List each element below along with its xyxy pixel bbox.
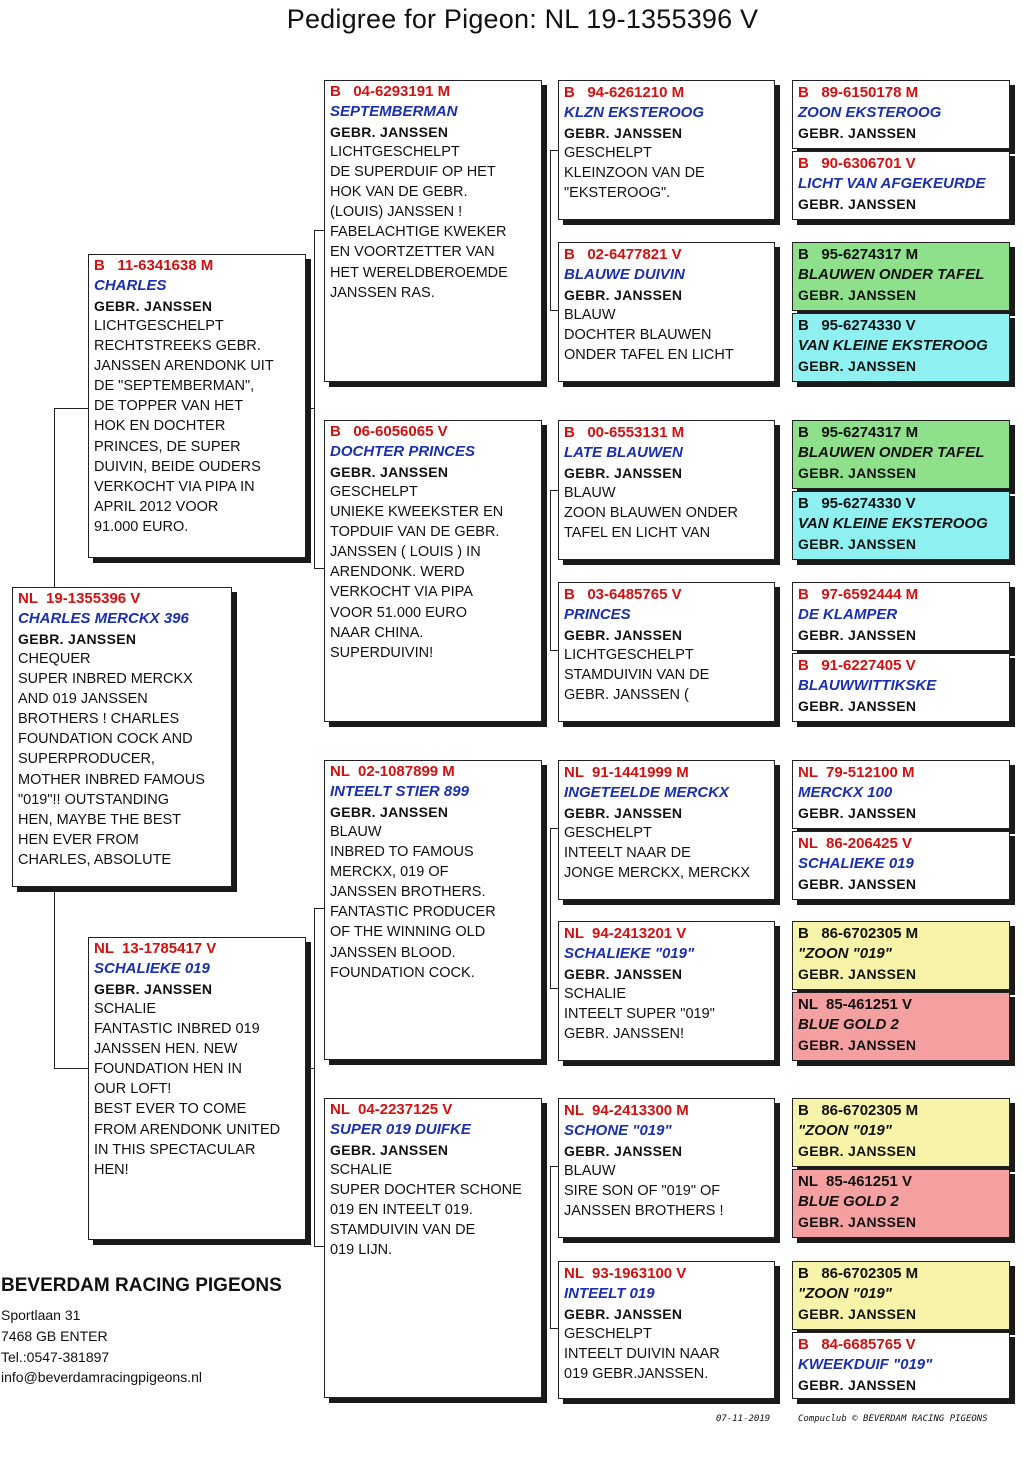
description-line: RECHTSTREEKS GEBR. (94, 338, 261, 355)
description-line: FOUNDATION COCK AND (18, 731, 193, 748)
connector-line (550, 150, 558, 151)
connector-line (550, 490, 551, 650)
connector-line (550, 1166, 558, 1167)
description-line: 91.000 EURO. (94, 518, 189, 535)
description-line: LICHTGESCHELPT (330, 144, 460, 160)
breeder: GEBR. JANSSEN (330, 464, 449, 480)
ancestor-card (792, 653, 1010, 722)
great-grandparent-card (558, 760, 775, 900)
pigeon-name: VAN KLEINE EKSTEROOG (798, 337, 988, 354)
ancestor-card (792, 992, 1010, 1061)
dam-card (88, 937, 306, 1240)
breeder: GEBR. JANSSEN (564, 465, 683, 481)
description-line: DE SUPERDUIF OP HET (330, 164, 496, 181)
description-line: STAMDUIVIN VAN DE (330, 1222, 476, 1239)
pigeon-name: INTEELT 019 (564, 1285, 655, 1302)
ring-number: NL 94-2413300 M (564, 1102, 689, 1119)
print-date: 07-11-2019 (716, 1414, 771, 1424)
description-line: FANTASTIC INBRED 019 (94, 1021, 260, 1038)
ring-number: B 86-6702305 M (798, 1265, 919, 1282)
pigeon-name: CHARLES MERCKX 396 (18, 610, 189, 627)
description-line: VERKOCHT VIA PIPA (330, 584, 473, 601)
description-line: DUIVIN, BEIDE OUDERS (94, 458, 261, 475)
ancestor-card (792, 1261, 1010, 1330)
breeder: GEBR. JANSSEN (798, 196, 917, 212)
breeder: GEBR. JANSSEN (330, 124, 449, 140)
description-line: LICHTGESCHELPT (564, 647, 694, 663)
great-grandparent-card (558, 80, 775, 220)
great-grandparent-card (558, 921, 775, 1061)
description-line: SUPER DOCHTER SCHONE (330, 1182, 522, 1199)
description-line: BLAUW (564, 485, 616, 501)
breeder: GEBR. JANSSEN (798, 465, 917, 481)
description-line: NAAR CHINA. (330, 624, 424, 641)
breeder: GEBR. JANSSEN (798, 125, 917, 141)
ring-number: B 02-6477821 V (564, 246, 682, 263)
description-line: GEBR. JANSSEN ( (564, 687, 689, 704)
grandparent-card (324, 760, 542, 1060)
pigeon-name: CHARLES (94, 277, 167, 294)
description-line: FOUNDATION COCK. (330, 964, 475, 981)
page-title: Pedigree for Pigeon: NL 19-1355396 V (286, 4, 759, 34)
description-line: ZOON BLAUWEN ONDER (564, 505, 739, 522)
description-line: PRINCES, DE SUPER (94, 438, 241, 455)
description-line: 019 GEBR.JANSSEN. (564, 1366, 709, 1383)
grandparent-card (324, 80, 542, 382)
ancestor-card (792, 921, 1010, 990)
ring-number: B 06-6056065 V (330, 423, 448, 440)
ring-number: B 89-6150178 M (798, 84, 919, 101)
ring-number: B 95-6274330 V (798, 495, 916, 512)
connector-line (550, 1328, 558, 1329)
description-line: INTEELT DUIVIN NAAR (564, 1346, 720, 1363)
description-line: CHARLES, ABSOLUTE (18, 851, 172, 868)
grandparent-card (324, 1098, 542, 1398)
ancestor-card (792, 491, 1010, 560)
ancestor-card (792, 242, 1010, 311)
breeder: GEBR. JANSSEN (798, 698, 917, 714)
description-line: HEN! (94, 1161, 129, 1178)
breeder: GEBR. JANSSEN (94, 298, 213, 314)
ring-number: NL 86-206425 V (798, 835, 912, 852)
pigeon-name: SCHALIEKE "019" (564, 945, 695, 962)
ring-number: B 95-6274317 M (798, 246, 919, 263)
description-line: BLAUW (564, 1163, 616, 1179)
pigeon-name: DOCHTER PRINCES (330, 443, 476, 460)
description-line: "019"!! OUTSTANDING (18, 791, 170, 808)
description-line: FABELACHTIGE KWEKER (330, 224, 507, 241)
pigeon-name: SCHALIEKE 019 (798, 855, 914, 872)
connector-line (306, 1068, 314, 1069)
connector-line (306, 408, 314, 409)
description-line: FOUNDATION HEN IN (94, 1061, 242, 1078)
owner-name: BEVERDAM RACING PIGEONS (1, 1275, 282, 1296)
description-line: UNIEKE KWEEKSTER EN (330, 504, 504, 521)
owner-street: Sportlaan 31 (1, 1307, 81, 1323)
description-line: JONGE MERCKX, MERCKX (564, 865, 751, 882)
description-line: FROM ARENDONK UNITED (94, 1121, 281, 1138)
description-line: GESCHELPT (564, 145, 652, 161)
description-line: OUR LOFT! (94, 1081, 172, 1098)
pigeon-name: MERCKX 100 (798, 784, 893, 801)
ancestor-card (792, 582, 1010, 651)
pigeon-name: VAN KLEINE EKSTEROOG (798, 515, 988, 532)
ring-number: NL 85-461251 V (798, 996, 912, 1013)
description-line: GESCHELPT (564, 825, 652, 841)
ring-number: B 97-6592444 M (798, 586, 919, 603)
pigeon-name: INGETEELDE MERCKX (564, 784, 730, 801)
pigeon-name: "ZOON "019" (798, 1122, 892, 1139)
description-line: VERKOCHT VIA PIPA IN (94, 478, 255, 495)
description-line: CHEQUER (18, 651, 91, 667)
pigeon-name: BLUE GOLD 2 (798, 1016, 899, 1033)
ring-number: B 04-6293191 M (330, 83, 451, 100)
description-line: IN THIS SPECTACULAR (94, 1141, 256, 1158)
breeder: GEBR. JANSSEN (798, 1377, 917, 1393)
great-grandparent-card (558, 1098, 775, 1238)
pigeon-name: "ZOON "019" (798, 1285, 892, 1302)
connector-line (550, 828, 551, 988)
ring-number: B 03-6485765 V (564, 586, 682, 603)
breeder: GEBR. JANSSEN (798, 358, 917, 374)
description-line: "EKSTEROOG". (564, 185, 671, 202)
breeder: GEBR. JANSSEN (564, 125, 683, 141)
ring-number: NL 94-2413201 V (564, 925, 687, 942)
owner-city: 7468 GB ENTER (1, 1328, 108, 1344)
description-line: EN VOORTZETTER VAN (330, 244, 495, 261)
pigeon-name: SUPER 019 DUIFKE (330, 1121, 471, 1138)
connector-line (550, 988, 558, 989)
description-line: SIRE SON OF "019" OF (564, 1183, 721, 1200)
ring-number: B 86-6702305 M (798, 925, 919, 942)
ancestor-card (792, 831, 1010, 900)
description-line: HET WERELDBEROEMDE (330, 264, 508, 281)
pigeon-name: LATE BLAUWEN (564, 444, 683, 461)
description-line: DOCHTER BLAUWEN (564, 327, 712, 344)
breeder: GEBR. JANSSEN (798, 1143, 917, 1159)
ancestor-card (792, 80, 1010, 149)
description-line: JANSSEN BROTHERS. (330, 884, 486, 901)
ancestor-card (792, 1332, 1010, 1399)
description-line: VOOR 51.000 EURO (330, 604, 467, 621)
description-line: BROTHERS ! CHARLES (18, 711, 180, 728)
ring-number: B 90-6306701 V (798, 155, 916, 172)
breeder: GEBR. JANSSEN (564, 1306, 683, 1322)
connector-line (314, 908, 324, 909)
great-grandparent-card (558, 1261, 775, 1399)
breeder: GEBR. JANSSEN (798, 1214, 917, 1230)
great-grandparent-card (558, 582, 775, 722)
sire-card (88, 254, 306, 558)
description-line: MOTHER INBRED FAMOUS (18, 771, 205, 788)
breeder: GEBR. JANSSEN (330, 1142, 449, 1158)
breeder: GEBR. JANSSEN (330, 804, 449, 820)
description-line: TAFEL EN LICHT VAN (564, 525, 711, 542)
pigeon-name: DE KLAMPER (798, 606, 898, 623)
pigeon-name: SCHALIEKE 019 (94, 960, 210, 977)
ring-number: B 11-6341638 M (94, 257, 214, 274)
description-line: TOPDUIF VAN DE GEBR. (330, 524, 500, 541)
ancestor-card (792, 151, 1010, 220)
ring-number: NL 91-1441999 M (564, 764, 689, 781)
ring-number: B 91-6227405 V (798, 657, 916, 674)
description-line: MERCKX, 019 OF (330, 864, 449, 881)
description-line: JANSSEN BROTHERS ! (564, 1203, 724, 1220)
description-line: ARENDONK. WERD (330, 564, 465, 581)
connector-line (54, 1068, 88, 1069)
breeder: GEBR. JANSSEN (798, 536, 917, 552)
breeder: GEBR. JANSSEN (798, 966, 917, 982)
description-line: JANSSEN RAS. (330, 284, 435, 301)
description-line: SUPERDUIVIN! (330, 644, 434, 661)
description-line: FANTASTIC PRODUCER (330, 904, 496, 921)
ring-number: NL 02-1087899 M (330, 763, 455, 780)
software-credit: Compuclub © BEVERDAM RACING PIGEONS (798, 1414, 988, 1424)
great-grandparent-card (558, 242, 775, 382)
pigeon-name: "ZOON "019" (798, 945, 892, 962)
grandparent-card (324, 420, 542, 722)
description-line: BLAUW (330, 824, 382, 840)
breeder: GEBR. JANSSEN (798, 805, 917, 821)
breeder: GEBR. JANSSEN (798, 876, 917, 892)
pigeon-name: LICHT VAN AFGEKEURDE (798, 175, 986, 192)
pigeon-name: BLAUWEN ONDER TAFEL (798, 266, 985, 283)
ring-number: B 95-6274330 V (798, 317, 916, 334)
connector-line (550, 490, 558, 491)
ring-number: B 00-6553131 M (564, 424, 685, 441)
pigeon-name: ZOON EKSTEROOG (798, 104, 942, 121)
ring-number: NL 93-1963100 V (564, 1265, 687, 1282)
description-line: JANSSEN HEN. NEW (94, 1041, 238, 1058)
connector-line (314, 1246, 324, 1247)
description-line: 019 EN INTEELT 019. (330, 1202, 473, 1219)
ring-number: B 95-6274317 M (798, 424, 919, 441)
connector-line (314, 230, 315, 568)
description-line: APRIL 2012 VOOR (94, 498, 219, 515)
description-line: LICHTGESCHELPT (94, 318, 224, 334)
connector-line (54, 408, 88, 409)
breeder: GEBR. JANSSEN (564, 287, 683, 303)
connector-line (54, 408, 55, 588)
description-line: HOK EN DOCHTER (94, 418, 226, 435)
connector-line (314, 230, 324, 231)
description-line: BEST EVER TO COME (94, 1101, 247, 1118)
connector-line (550, 650, 558, 651)
subject-card (12, 587, 232, 887)
description-line: SUPER INBRED MERCKX (18, 671, 193, 688)
breeder: GEBR. JANSSEN (798, 1306, 917, 1322)
ring-number: NL 85-461251 V (798, 1173, 912, 1190)
ancestor-card (792, 420, 1010, 489)
description-line: SUPERPRODUCER, (18, 751, 155, 768)
breeder: GEBR. JANSSEN (564, 805, 683, 821)
connector-line (550, 310, 558, 311)
description-line: DE "SEPTEMBERMAN", (94, 378, 255, 395)
pigeon-name: KLZN EKSTEROOG (564, 104, 705, 121)
ring-number: NL 13-1785417 V (94, 940, 217, 957)
connector-line (54, 888, 55, 1068)
description-line: KLEINZOON VAN DE (564, 165, 705, 182)
description-line: OF THE WINNING OLD (330, 924, 486, 941)
pigeon-name: SEPTEMBERMAN (330, 103, 458, 120)
connector-line (550, 150, 551, 310)
description-line: JANSSEN ( LOUIS ) IN (330, 544, 481, 561)
connector-line (314, 568, 324, 569)
ring-number: B 94-6261210 M (564, 84, 685, 101)
pigeon-name: INTEELT STIER 899 (330, 783, 469, 800)
description-line: 019 LIJN. (330, 1242, 393, 1259)
breeder: GEBR. JANSSEN (564, 1143, 683, 1159)
ancestor-card (792, 760, 1010, 829)
description-line: HEN EVER FROM (18, 831, 139, 848)
description-line: HEN, MAYBE THE BEST (18, 811, 182, 828)
description-line: INTEELT SUPER "019" (564, 1006, 715, 1023)
description-line: AND 019 JANSSEN (18, 691, 148, 708)
connector-line (550, 1166, 551, 1328)
connector-line (314, 908, 315, 1246)
breeder: GEBR. JANSSEN (798, 627, 917, 643)
breeder: GEBR. JANSSEN (564, 627, 683, 643)
ring-number: NL 19-1355396 V (18, 590, 141, 607)
description-line: SCHALIE (94, 1001, 157, 1017)
description-line: STAMDUIVIN VAN DE (564, 667, 710, 684)
description-line: GESCHELPT (564, 1326, 652, 1342)
description-line: GESCHELPT (330, 484, 418, 500)
ancestor-card (792, 1098, 1010, 1167)
description-line: (LOUIS) JANSSEN ! (330, 204, 463, 221)
owner-email: info@beverdamracingpigeons.nl (1, 1369, 202, 1385)
ancestor-card (792, 1169, 1010, 1238)
breeder: GEBR. JANSSEN (798, 1037, 917, 1053)
ring-number: NL 79-512100 M (798, 764, 915, 781)
description-line: SCHALIE (330, 1162, 393, 1178)
pigeon-name: BLAUWWITTIKSKE (798, 677, 937, 694)
pigeon-name: BLAUWE DUIVIN (564, 266, 685, 283)
description-line: DE TOPPER VAN HET (94, 398, 244, 415)
breeder: GEBR. JANSSEN (94, 981, 213, 997)
owner-phone: Tel.:0547-381897 (1, 1349, 110, 1365)
description-line: JANSSEN ARENDONK UIT (94, 358, 274, 375)
ancestor-card (792, 313, 1010, 382)
pigeon-name: KWEEKDUIF "019" (798, 1356, 933, 1373)
pigeon-name: SCHONE "019" (564, 1122, 672, 1139)
description-line: HOK VAN DE GEBR. (330, 184, 468, 201)
description-line: JANSSEN BLOOD. (330, 944, 456, 961)
ring-number: B 86-6702305 M (798, 1102, 919, 1119)
ring-number: B 84-6685765 V (798, 1336, 916, 1353)
ring-number: NL 04-2237125 V (330, 1101, 453, 1118)
description-line: SCHALIE (564, 986, 627, 1002)
pigeon-name: PRINCES (564, 606, 631, 623)
pigeon-name: BLUE GOLD 2 (798, 1193, 899, 1210)
breeder: GEBR. JANSSEN (564, 966, 683, 982)
description-line: GEBR. JANSSEN! (564, 1026, 685, 1043)
description-line: BLAUW (564, 307, 616, 323)
connector-line (550, 828, 558, 829)
description-line: INBRED TO FAMOUS (330, 844, 474, 861)
pigeon-name: BLAUWEN ONDER TAFEL (798, 444, 985, 461)
breeder: GEBR. JANSSEN (798, 287, 917, 303)
breeder: GEBR. JANSSEN (18, 631, 137, 647)
description-line: INTEELT NAAR DE (564, 845, 691, 862)
great-grandparent-card (558, 420, 775, 560)
description-line: ONDER TAFEL EN LICHT (564, 347, 734, 364)
